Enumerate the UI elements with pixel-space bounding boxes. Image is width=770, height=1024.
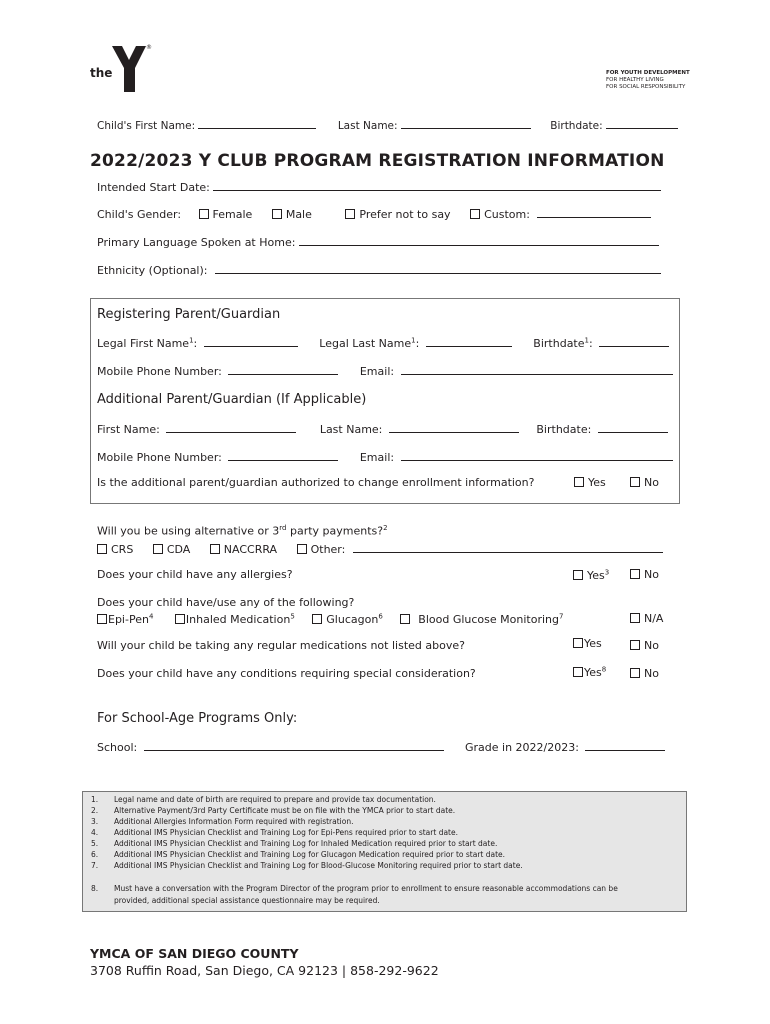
- guardian-last-label: Legal Last Name$^1$:: [319, 336, 420, 350]
- additional-last-field[interactable]: [389, 421, 519, 433]
- payment-crs-checkbox[interactable]: [97, 544, 107, 554]
- allergies-no-checkbox[interactable]: [630, 569, 640, 579]
- conditions-yes-label: Yes$^8$: [584, 665, 607, 679]
- payment-naccrra-label: NACCRRA: [223, 543, 278, 556]
- school-heading: For School-Age Programs Only:: [97, 711, 298, 726]
- glucose-label: Blood Glucose Monitoring$^7$: [418, 612, 564, 626]
- conditions-yes-option: [573, 665, 606, 679]
- ethnicity-field[interactable]: [215, 262, 661, 274]
- epipen-checkbox[interactable]: [97, 614, 107, 624]
- allergies-yes-label: Yes$^3$: [587, 568, 610, 582]
- grade-label: Grade in 2022/2023:: [465, 741, 579, 754]
- guardian-email-field[interactable]: [401, 363, 673, 375]
- guardian-first-field[interactable]: [204, 335, 298, 347]
- additional-mobile-label: Mobile Phone Number:: [97, 451, 222, 464]
- ymca-logo: [90, 44, 150, 94]
- child-first-name-label: Child's First Name:: [97, 120, 196, 132]
- additional-email-field[interactable]: [401, 449, 673, 461]
- guardian-contact-row: [97, 363, 673, 378]
- additional-names-row: [97, 421, 668, 436]
- gender-prefer-not-checkbox[interactable]: [345, 209, 355, 219]
- uses-na-option: [630, 612, 663, 625]
- guardian-mobile-label: Mobile Phone Number:: [97, 365, 222, 378]
- guardian-mobile-field[interactable]: [228, 363, 338, 375]
- additional-heading: Additional Parent/Guardian (If Applicable): [97, 392, 367, 407]
- uses-na-checkbox[interactable]: [630, 613, 640, 623]
- authorized-row: [97, 476, 534, 489]
- gender-male-label: Male: [285, 208, 312, 221]
- tagline-line-2: FOR HEALTHY LIVING: [606, 77, 664, 83]
- guardian-heading: Registering Parent/Guardian: [97, 307, 281, 322]
- child-last-name-field[interactable]: [401, 117, 531, 129]
- inhaled-checkbox[interactable]: [175, 614, 185, 624]
- payment-naccrra-checkbox[interactable]: [210, 544, 220, 554]
- guardian-last-field[interactable]: [426, 335, 512, 347]
- payment-other-checkbox[interactable]: [297, 544, 307, 554]
- guardian-birthdate-label: Birthdate$^1$:: [533, 336, 593, 350]
- payment-cda-checkbox[interactable]: [153, 544, 163, 554]
- meds-no-checkbox[interactable]: [630, 640, 640, 650]
- gender-label: Child's Gender:: [97, 208, 182, 221]
- gender-female-label: Female: [212, 208, 253, 221]
- school-field[interactable]: [144, 739, 444, 751]
- additional-first-field[interactable]: [166, 421, 296, 433]
- payments-options-row: [97, 541, 663, 556]
- meds-yes-label: Yes: [584, 637, 602, 650]
- guardian-names-row: [97, 335, 669, 350]
- meds-no-label: No: [644, 639, 659, 652]
- gender-custom-label: Custom:: [484, 208, 530, 221]
- tagline-line-1: FOR YOUTH DEVELOPMENT: [606, 70, 690, 76]
- grade-field[interactable]: [585, 739, 665, 751]
- additional-email-label: Email:: [359, 451, 395, 464]
- allergies-yes-option: [573, 568, 609, 582]
- meds-question: Will your child be taking any regular medications not listed above?: [97, 639, 465, 652]
- additional-last-label: Last Name:: [319, 423, 383, 436]
- conditions-question: Does your child have any conditions requiring special consideration?: [97, 667, 476, 680]
- additional-first-label: First Name:: [97, 423, 160, 436]
- authorized-yes-option: [574, 476, 606, 489]
- payment-other-label: Other:: [310, 543, 346, 556]
- authorized-yes-checkbox[interactable]: [574, 477, 584, 487]
- meds-yes-checkbox[interactable]: [573, 638, 583, 648]
- org-address: 3708 Ruffin Road, San Diego, CA 92123 | 858-292-9622: [90, 963, 439, 978]
- child-birthdate-label: Birthdate:: [550, 120, 603, 132]
- org-name: YMCA OF SAN DIEGO COUNTY: [90, 946, 299, 961]
- guardian-birthdate-field[interactable]: [599, 335, 669, 347]
- child-header-row: [97, 117, 678, 132]
- additional-mobile-field[interactable]: [228, 449, 338, 461]
- epipen-label: Epi-Pen$^4$: [108, 612, 154, 626]
- child-first-name-field[interactable]: [198, 117, 316, 129]
- conditions-no-label: No: [644, 667, 659, 680]
- payments-question: Will you be using alternative or 3rd party payments?$^2$: [97, 524, 388, 538]
- footnotes-box: 1. Legal name and date of birth are required to prepare and provide tax documentation. 2. Alternative Payment/3rd Party Certificate must be on file with the YMCA prior to start date. 3. Additional Allergies Information Form required with registration. 4. Additional IMS Physician Checklist and Training Log for Epi-Pens required prior to start date. 5. Additional IMS Physician Checklist and Training Log for Inhaled Medication required prior to start date. 6. Additional IMS Physician Checklist and Training Log for Glucagon Medication required prior to start date. 7. Additional IMS Physician Checklist and Training Log for Blood-Glucose Monitoring required prior to start date. 8. Must have a conversation with the Program Director of the program prior to enrollment to ensure reasonable accommodations can be provided, additional special assistance questionnaire may be required.: [82, 791, 687, 912]
- page-title: 2022/2023 Y CLUB PROGRAM REGISTRATION INFORMATION: [90, 151, 665, 171]
- uses-na-label: N/A: [644, 612, 664, 625]
- uses-question: Does your child have/use any of the following?: [97, 596, 355, 609]
- start-date-row: [97, 179, 661, 194]
- ethnicity-row: [97, 262, 661, 277]
- meds-no-option: [630, 639, 659, 652]
- authorized-no-option: [630, 476, 659, 489]
- payment-cda-label: CDA: [166, 543, 191, 556]
- gender-custom-field[interactable]: [537, 206, 651, 218]
- authorized-yes-label: Yes: [588, 476, 606, 489]
- allergies-no-option: [630, 568, 659, 581]
- start-date-field[interactable]: [213, 179, 661, 191]
- ethnicity-label: Ethnicity (Optional):: [97, 264, 208, 277]
- additional-birthdate-label: Birthdate:: [536, 423, 592, 436]
- glucagon-label: Glucagon$^6$: [326, 612, 383, 626]
- meds-yes-option: [573, 637, 602, 650]
- child-last-name-label: Last Name:: [337, 120, 398, 132]
- inhaled-label: Inhaled Medication$^5$: [185, 612, 295, 626]
- language-field[interactable]: [299, 234, 659, 246]
- allergies-yes-checkbox[interactable]: [573, 570, 583, 580]
- additional-contact-row: [97, 449, 673, 464]
- allergies-question: Does your child have any allergies?: [97, 568, 293, 581]
- start-date-label: Intended Start Date:: [97, 181, 210, 194]
- conditions-no-checkbox[interactable]: [630, 668, 640, 678]
- gender-prefer-not-label: Prefer not to say: [359, 208, 451, 221]
- glucagon-checkbox[interactable]: [312, 614, 322, 624]
- grade-row: [465, 739, 665, 754]
- glucose-checkbox[interactable]: [400, 614, 410, 624]
- allergies-no-label: No: [644, 568, 659, 581]
- authorized-no-label: No: [644, 476, 659, 489]
- language-row: [97, 234, 659, 249]
- guardian-first-label: Legal First Name$^1$:: [97, 336, 198, 350]
- additional-birthdate-field[interactable]: [598, 421, 668, 433]
- authorized-question: Is the additional parent/guardian authorized to change enrollment information?: [97, 476, 535, 489]
- gender-male-checkbox[interactable]: [272, 209, 282, 219]
- ymca-tagline: [606, 70, 690, 91]
- gender-row: [97, 206, 651, 221]
- tagline-line-3: FOR SOCIAL RESPONSIBILITY: [606, 84, 686, 90]
- gender-female-checkbox[interactable]: [199, 209, 209, 219]
- school-row: [97, 739, 444, 754]
- y-logo-icon: [112, 46, 146, 94]
- logo-reg-mark: ®: [146, 44, 152, 51]
- gender-custom-checkbox[interactable]: [470, 209, 480, 219]
- language-label: Primary Language Spoken at Home:: [97, 236, 296, 249]
- conditions-yes-checkbox[interactable]: [573, 667, 583, 677]
- authorized-no-checkbox[interactable]: [630, 477, 640, 487]
- guardian-email-label: Email:: [359, 365, 395, 378]
- payment-crs-label: CRS: [111, 543, 134, 556]
- payment-other-field[interactable]: [353, 541, 663, 553]
- uses-options-row: [97, 612, 563, 626]
- child-birthdate-field[interactable]: [606, 117, 678, 129]
- school-label: School:: [97, 741, 138, 754]
- logo-the-text: the: [90, 66, 113, 80]
- conditions-no-option: [630, 667, 659, 680]
